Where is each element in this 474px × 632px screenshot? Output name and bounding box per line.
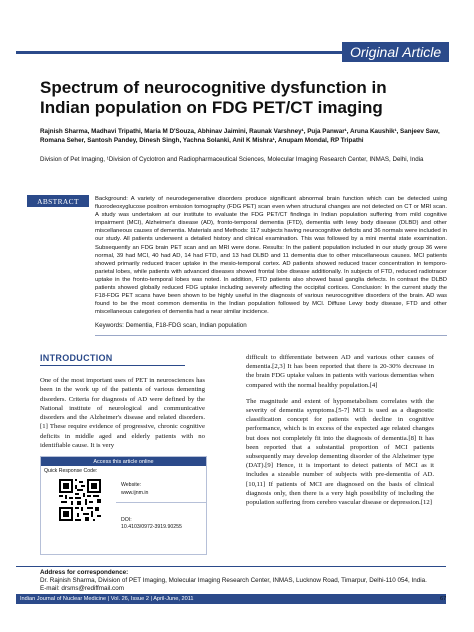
affiliation: Division of Pet Imaging, ¹Division of Cyclotron and Radiopharmaceutical Sciences, Molecular Imaging Research Center, INMAS, Delhi, India [40,156,424,163]
introduction-left-column: One of the most important uses of PET in neurosciences has been in the work up of the patients of various dementing disorders. Criteria for diagnosis of AD were defined by the National institute of neurological and communicative disorders and the Alzheimer's disease and related disorders.[1] These require evidence of progressive, chronic cognitive deficits in middle aged and elderly patients with no identifiable cause. It is very [40,377,205,450]
abstract-label: ABSTRACT [27,195,89,207]
paragraph: The magnitude and extent of hypometabolism correlates with the severity of dementia symptoms.[5-7] MCI is used as a diagnostic classification concept for patients with decline in cognitive performance, which is in excess of the expected age related changes but does not completely fit into the diagnosis of dementia.[8] It has been reported that a substantial proportion of MCI patients subsequently may develop dementing disorder of the Alzheimer type (DAT).[9] Hence, it is important to detect patients of MCI as it includes a sizeable number of subjects with pre-dementia of AD.[10,11] If patients of MCI are diagnosed on the basis of clinical diagnosis only, then there is a very high possibility of including the population suffering from cerebro vascular disease or depression.[12] [246,397,434,507]
qr-code-label: Quick Response Code: [44,468,98,474]
badge-word-article: Article [402,44,442,60]
paragraph: difficult to differentiate between AD and various other causes of dementia.[2,3] It has been reported that there is 20-30% decrease in the brain FDG uptake values in patients with various dementias when compared with the normal healthy population.[4] [246,354,434,389]
access-box-heading: Access this article online [41,457,206,466]
doi-link[interactable]: 10.4103/0972-3919.90255 [121,524,182,530]
correspondence-address: Dr. Rajnish Sharma, Division of PET Imaging, Molecular Imaging Research Center, INMAS, Lucknow Road, Timarpur, Delhi-110 054, India. [40,577,427,585]
article-type-badge [342,42,449,62]
badge-word-original: Original [350,44,399,60]
introduction-right-column [246,353,434,514]
website-label: Website: [121,482,142,488]
abstract-text: Background: A variety of neurodegenerative disorders produce significant abnormal brain function which can be detected using fluorodeoxyglucose positron emission tomography (FDG PET) scan even when structural changes are not detected on CT or MRI scan. A study was undertaken at our institute to evaluate the FDG PET/CT findings in Indian population suffering from mild cognitive impairment (MCI), Alzheimer's disease (AD), fronto-temporal dementia (FTD), dementia with lewy body disease (DLBD) and other miscellaneous causes of dementia. Materials and Methods: 117 subjects having neurocognitive deficits and 36 normals were included in our study. All patients underwent a detailed history and clinical examination. This was followed by a mini mental state examination. Subsequently an FDG brain PET scan and an MRI were done. Results: In the patient population included in our study group 36 were normal, 39 had MCI, 40 had AD, 14 had FTD, and 13 had DLBD and 11 dementia due to other miscellaneous causes. MCI patients showed primarily reduced tracer uptake in the mesio-temporal cortex. AD patients showed reduced tracer concentration in temporo-parietal lobes, while patients with advanced diseases showed frontal lobe disease additionally. In subjects of FTD, reduced radiotracer uptake in the fronto-temporal lobes was noted. In addition, FTD patients also showed basal ganglia defects. In contrast the DLBD patients showed globally reduced FDG uptake including severely affecting the occipital cortices. Conclusion: In the current study the F18-FDG PET scans have been shown to be highly useful in the diagnosis of various neurocognitive disorders of the brain. AD was found to be the most common dementia in the Indian population followed by MCI. Diffuse Lewy body disease, FTD and other miscellaneous categories of dementia had a near similar incidence. [95,196,447,316]
doi-label: DOI: [121,517,132,523]
journal-citation: Indian Journal of Nuclear Medicine | Vol. 26, Issue 2 | April-June, 2011 [20,596,194,602]
page-number: 67 [440,596,447,602]
correspondence-email[interactable]: E-mail: drsms@rediffmail.com [40,585,124,593]
correspondence-rule [16,566,446,567]
section-heading-introduction: INTRODUCTION [40,353,113,363]
access-box-divider [116,502,206,503]
abstract-rule [95,335,447,336]
article-title: Spectrum of neurocognitive dysfunction in Indian population on FDG PET/CT imaging [40,78,387,117]
correspondence-block [40,569,440,594]
access-online-box [40,456,207,555]
author-list: Rajnish Sharma, Madhavi Tripathi, Maria M D'Souza, Abhinav Jaimini, Raunak Varshney¹, Puja Panwar¹, Aruna Kaushik¹, Sanjeev Saw, Romana Seher, Santosh Pandey, Dinesh Singh, Yachna Solanki, Anil K Mishra¹, Anupam Mondal, RP Tripathi [40,128,440,144]
keywords: Keywords: Dementia, F18-FDG scan, Indian population [95,322,247,329]
website-link[interactable]: www.ijnm.in [121,490,149,496]
correspondence-heading: Address for correspondence: [40,569,129,576]
section-heading-rule [40,365,185,366]
qr-code-image [59,479,101,521]
